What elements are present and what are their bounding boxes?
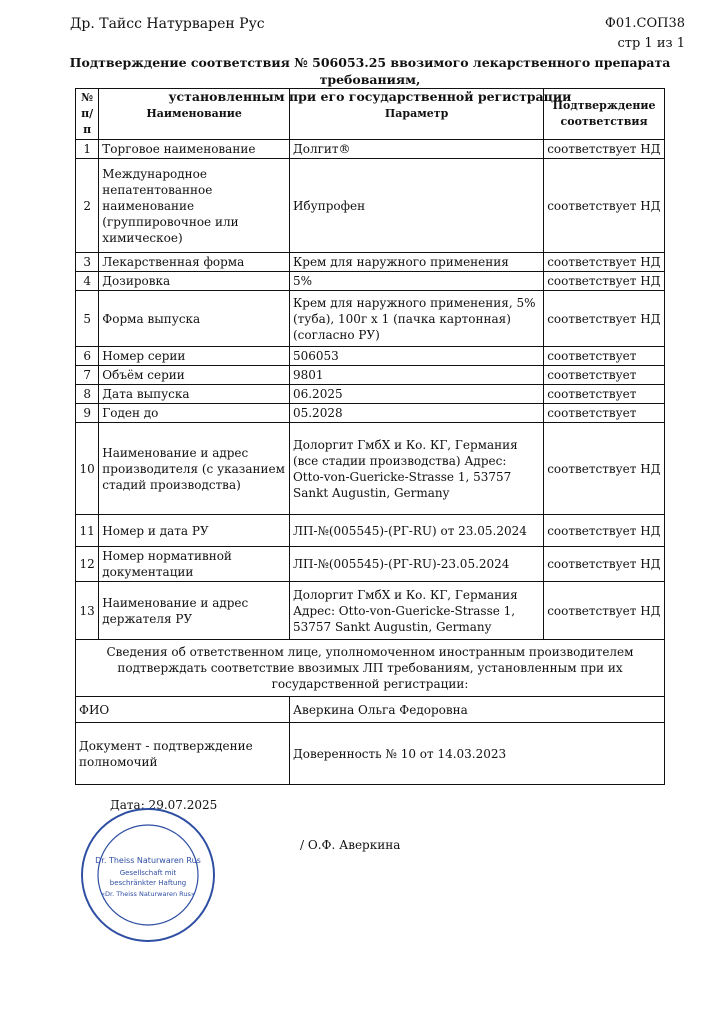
signature-date: Дата: 29.07.2025 <box>110 798 218 812</box>
row-name: Номер и дата РУ <box>99 515 290 547</box>
header-name: Наименование <box>99 89 290 140</box>
row-conformity: соответствует НД <box>544 423 665 515</box>
row-number: 8 <box>76 385 99 404</box>
row-conformity: соответствует <box>544 404 665 423</box>
row-name: Дозировка <box>99 272 290 291</box>
table-row <box>76 253 665 272</box>
seal-line-3: beschränkter Haftung <box>109 879 187 887</box>
row-conformity: соответствует НД <box>544 159 665 253</box>
table-row <box>76 515 665 547</box>
table-header-row <box>76 89 665 140</box>
table-row <box>76 159 665 253</box>
row-parameter: Долгит® <box>289 140 543 159</box>
row-parameter: 06.2025 <box>289 385 543 404</box>
title-line-2: установленным при его государственной регистрации <box>168 89 572 104</box>
fio-label: ФИО <box>76 697 290 723</box>
row-parameter: Долоргит ГмбХ и Ко. КГ, Германия Адрес: Otto-von-Guericke-Strasse 1, 53757 Sankt Augustin, Germany <box>289 582 543 640</box>
row-parameter: Ибупрофен <box>289 159 543 253</box>
row-number: 13 <box>76 582 99 640</box>
row-name: Наименование и адрес держателя РУ <box>99 582 290 640</box>
row-parameter: ЛП-№(005545)-(РГ-RU) от 23.05.2024 <box>289 515 543 547</box>
row-name: Международное непатентованное наименование (группировочное или химическое) <box>99 159 290 253</box>
header-param: Параметр <box>289 89 543 140</box>
row-number: 9 <box>76 404 99 423</box>
header-conformity: Подтверждение соответствия <box>544 89 665 140</box>
table-row <box>76 272 665 291</box>
row-conformity: соответствует НД <box>544 515 665 547</box>
fio-row <box>76 697 665 723</box>
row-conformity: соответствует НД <box>544 140 665 159</box>
form-code: Ф01.СОП38 <box>605 16 685 31</box>
company-seal <box>78 805 218 945</box>
row-conformity: соответствует НД <box>544 253 665 272</box>
document-code <box>605 14 685 54</box>
header-num: № п/п <box>76 89 99 140</box>
row-parameter: 5% <box>289 272 543 291</box>
conformity-table <box>75 88 665 785</box>
row-name: Наименование и адрес производителя (с указанием стадий производства) <box>99 423 290 515</box>
row-conformity: соответствует НД <box>544 291 665 347</box>
seal-line-1: Dr. Theiss Naturwaren Rus <box>95 856 201 865</box>
row-parameter: 506053 <box>289 347 543 366</box>
table-row <box>76 423 665 515</box>
company-name: Др. Тайсс Натурварен Рус <box>70 16 265 32</box>
row-number: 1 <box>76 140 99 159</box>
row-number: 3 <box>76 253 99 272</box>
row-parameter: Долоргит ГмбХ и Ко. КГ, Германия (все стадии производства) Адрес: Otto-von-Guericke-Strasse 1, 53757 Sankt Augustin, Germany <box>289 423 543 515</box>
table-row <box>76 366 665 385</box>
fio-value: Аверкина Ольга Федоровна <box>289 697 664 723</box>
row-number: 11 <box>76 515 99 547</box>
row-conformity: соответствует НД <box>544 582 665 640</box>
table-row <box>76 547 665 582</box>
row-name: Лекарственная форма <box>99 253 290 272</box>
row-parameter: Крем для наружного применения <box>289 253 543 272</box>
row-conformity: соответствует <box>544 347 665 366</box>
row-name: Торговое наименование <box>99 140 290 159</box>
page-number: стр 1 из 1 <box>617 36 685 51</box>
title-line-1: Подтверждение соответствия № 506053.25 ввозимого лекарственного препарата требованиям, <box>69 55 671 87</box>
row-name: Годен до <box>99 404 290 423</box>
signature-name: / О.Ф. Аверкина <box>300 838 401 852</box>
row-parameter: 05.2028 <box>289 404 543 423</box>
seal-line-2: Gesellschaft mit <box>119 869 177 877</box>
row-number: 4 <box>76 272 99 291</box>
responsible-person-info: Сведения об ответственном лице, уполномоченном иностранным производителем подтверждать соответствие ввозимых ЛП требованиям, установленным при их государственной регистрации: <box>76 640 665 697</box>
row-name: Номер серии <box>99 347 290 366</box>
section-row <box>76 640 665 697</box>
row-parameter: 9801 <box>289 366 543 385</box>
authority-row <box>76 723 665 785</box>
row-name: Объём серии <box>99 366 290 385</box>
row-number: 10 <box>76 423 99 515</box>
table-body <box>76 140 665 640</box>
table-row <box>76 140 665 159</box>
row-name: Форма выпуска <box>99 291 290 347</box>
row-number: 5 <box>76 291 99 347</box>
row-name: Дата выпуска <box>99 385 290 404</box>
table-row <box>76 385 665 404</box>
row-number: 12 <box>76 547 99 582</box>
row-number: 7 <box>76 366 99 385</box>
table-row <box>76 347 665 366</box>
row-conformity: соответствует <box>544 366 665 385</box>
authority-label: Документ - подтверждение полномочий <box>76 723 290 785</box>
row-name: Номер нормативной документации <box>99 547 290 582</box>
row-parameter: ЛП-№(005545)-(РГ-RU)-23.05.2024 <box>289 547 543 582</box>
table-row <box>76 291 665 347</box>
seal-line-4: «Dr. Theiss Naturwaren Rus» <box>101 890 195 898</box>
row-conformity: соответствует НД <box>544 547 665 582</box>
table-row <box>76 404 665 423</box>
row-number: 6 <box>76 347 99 366</box>
table-row <box>76 582 665 640</box>
row-parameter: Крем для наружного применения, 5% (туба), 100г х 1 (пачка картонная) (согласно РУ) <box>289 291 543 347</box>
row-conformity: соответствует НД <box>544 272 665 291</box>
row-number: 2 <box>76 159 99 253</box>
row-conformity: соответствует <box>544 385 665 404</box>
authority-value: Доверенность № 10 от 14.03.2023 <box>289 723 664 785</box>
